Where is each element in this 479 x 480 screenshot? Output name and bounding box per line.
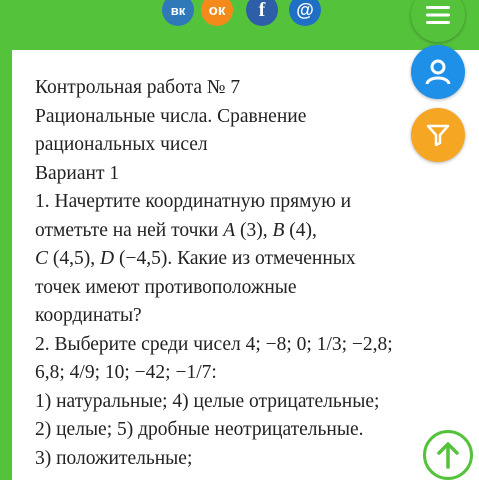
task2-line2: 6,8; 4/9; 10; −42; −1/7: [35,362,217,383]
ok-share-icon[interactable]: ок [201,0,233,26]
facebook-share-icon[interactable]: f [246,0,278,26]
test-content [35,74,435,473]
task1-line4: точек имеют противоположные [35,276,297,298]
hamburger-icon [426,5,450,25]
mail-share-icon[interactable]: @ [289,0,321,26]
arrow-up-icon [437,441,459,469]
task1-line3: C (4,5), D (−4,5). Какие из отмеченных [35,248,356,269]
task1-line2: отметьте на ней точки A (3), B (4), [35,219,317,241]
test-topic-line2: рациональных чисел [35,134,208,155]
task2-line1: 2. Выберите среди чисел 4; −8; 0; 1/3; −2,8; [35,333,393,355]
vk-share-icon[interactable]: вк [162,0,194,26]
test-title: Контрольная работа № 7 [35,77,241,98]
task2-line4: 2) целые; 5) дробные неотрицательные. [35,419,364,440]
task2-line3: 1) натуральные; 4) целые отрицательные; [35,390,380,412]
left-green-strip [0,0,12,480]
task1-line1: 1. Начертите координатную прямую и [35,191,352,212]
task2-line5: 3) положительные; [35,447,193,469]
task1-line5: координаты? [35,305,142,326]
variant-label: Вариант 1 [35,162,120,184]
test-topic-line1: Рациональные числа. Сравнение [35,105,307,127]
